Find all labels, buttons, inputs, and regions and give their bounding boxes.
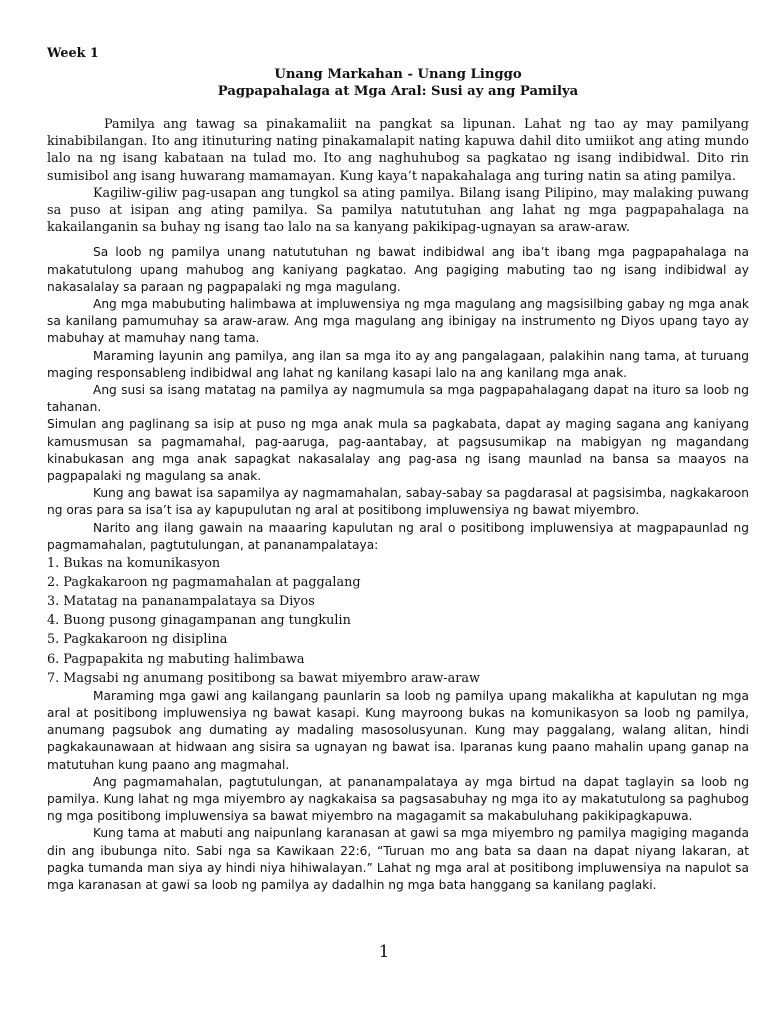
paragraph-narito: Narito ang ilang gawain na maaaring kapulutan ng aral o positibong impluwensiya at magpapaunlad ng pagmamahalan, pagtutulungan, at pananampalataya: <box>47 520 749 552</box>
list-item: 6. Pagpapakita ng mabuting halimbawa <box>47 651 305 667</box>
paragraph-kawikaan: Kung tama at mabuti ang naipunlang karanasan at gawi sa mga miyembro ng pamilya magiging maganda din ang ibubunga nito. Sabi nga sa Kawikaan 22:6, “Turuan mo ang bata sa daan na dapat niyang lakaran, at pagka tumanda man siya ay hindi niya hihiwalayan.” Lahat ng mga aral at positibong impluwensiya na napulot sa mga karanasan at gawi sa loob ng pamilya ay dadalhin ng mga bata hanggang sa kanilang paglaki. <box>47 826 749 892</box>
paragraph-simulan: Simulan ang paglinang sa isip at puso ng mga anak mula sa pagkabata, dapat ay maging sagana ang kaniyang kamusmusan sa pagmamahal, pag-aaruga, pag-aantabay, at pagsusumikap na mabigyan ng magandang kinabukasan ang mga anak sapagkat nakasalalay ang pag-asa ng isang maunlad na bansa sa maayos na pagpapalaki ng magulang sa anak. <box>47 417 749 484</box>
page-number: 1 <box>378 942 390 962</box>
paragraph-maraming-gawi: Maraming mga gawi ang kailangang paunlarin sa loob ng pamilya upang makalikha at kapulutan ng mga aral at positibong impluwensiya ng bawat kasapi. Kung mayroong bukas na komunikasyon sa loob ng pamilya, anumang pagsubok ang dumating ay madaling masosolusyunan. Kung may paggalang, walang alitan, hindi pagkakaunawaan at hidwaan ang sisira sa ugnayan ng bawat isa. Iparanas kung paano mahalin upang ganap na matutuhan kung paano ang magmahal. <box>47 688 749 772</box>
paragraph-mabubuting-halimbawa: Ang mga mabubuting halimbawa at impluwensiya ng mga magulang ang magsisilbing gabay ng mga anak sa kanilang pamumuhay sa araw-araw. Ang mga magulang ang ibinigay na instrumento ng Diyos upang tayo ay mabuhay at mamuhay nang tama. <box>47 297 749 346</box>
paragraph-nagmamahalan: Kung ang bawat isa sapamilya ay nagmamahalan, sabay-sabay sa pagdarasal at pagsisimba, nagkakaroon ng oras para sa isa’t isa ay kapupulutan ng aral at positibong impluwensiya ng bawat miyembro. <box>47 486 749 518</box>
list-item: 1. Bukas na komunikasyon <box>47 556 221 572</box>
list-item: 7. Magsabi ng anumang positibong sa bawat miyembro araw-araw <box>47 670 480 686</box>
list-item: 5. Pagkakaroon ng disiplina <box>47 632 228 648</box>
week-label: Week 1 <box>47 46 99 61</box>
list-item: 2. Pagkakaroon ng pagmamahalan at paggalang <box>47 575 361 591</box>
paragraph-birtud: Ang pagmamahalan, pagtutulungan, at pananampalataya ay mga birtud na dapat taglayin sa loob ng pamilya. Kung lahat ng mga miyembro ay nagkakaisa sa pagsasabuhay ng mga ito ay makatutulong sa paghubog ng mga positibong impluwensiya sa bawat miyembro na magagamit sa makabuluhang pakikipagkapuwa. <box>47 774 749 824</box>
quarter-title: Unang Markahan - Unang Linggo <box>274 67 522 82</box>
paragraph-kagiliw-giliw: Kagiliw-giliw pag-usapan ang tungkol sa ating pamilya. Bilang isang Pilipino, may malaking puwang sa puso at isipan ang ating pamilya. Sa pamilya natututuhan ang lahat ng mga pagpapahalaga na kakailanganin sa buhay ng isang tao lalo na sa kanyang pakikipag-ugnayan sa araw-araw. <box>47 185 749 236</box>
document-body <box>47 45 749 894</box>
activity-list <box>47 554 749 688</box>
paragraph-sa-loob: Sa loob ng pamilya unang natututuhan ng bawat indibidwal ang iba’t ibang mga pagpapahalaga na makatutulong upang mahubog ang kaniyang pagkatao. Ang pagiging mabuting tao ng isang indibidwal ay nakasalalay sa paraan ng pagpapalaki ng mga magulang. <box>47 245 749 294</box>
paragraph-layunin: Maraming layunin ang pamilya, ang ilan sa mga ito ay ang pangalagaan, palakihin nang tama, at turuang maging responsableng indibidwal ang lahat ng kanilang kasapi lalo na ang kanilang mga anak. <box>47 348 749 380</box>
list-item: 3. Matatag na pananampalataya sa Diyos <box>47 594 315 610</box>
paragraph-susi: Ang susi sa isang matatag na pamilya ay nagmumula sa mga pagpapahalagang dapat na ituro sa loob ng tahanan. <box>47 383 749 415</box>
lesson-title: Pagpapahalaga at Mga Aral: Susi ay ang Pamilya <box>217 84 579 99</box>
list-item: 4. Buong pusong ginagampanan ang tungkulin <box>47 613 351 629</box>
paragraph-pamilya-intro: Pamilya ang tawag sa pinakamaliit na pangkat sa lipunan. Lahat ng tao ay may pamilyang kinabibilangan. Ito ang itinuturing nating pinakamalapit nating kapuwa dahil dito umiikot ang ating mundo lalo na ng isang kabataan na tulad mo. Ito ang naghuhubog sa pagkatao ng isang indibidwal. Dito rin sumisibol ang isang huwarang mamamayan. Kung kaya’t napakahalaga ang turing natin sa ating pamilya. <box>47 117 749 184</box>
